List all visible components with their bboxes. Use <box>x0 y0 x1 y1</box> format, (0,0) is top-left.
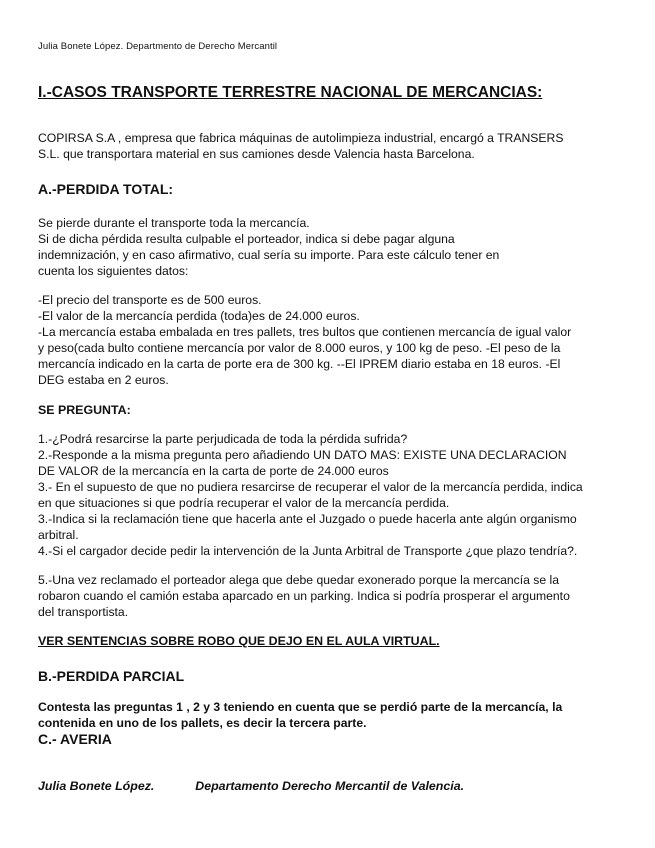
intro-paragraph <box>38 130 563 162</box>
text-line: Contesta las preguntas 1 , 2 y 3 teniendo en cuenta que se perdió parte de la mercancía, la <box>38 700 563 714</box>
question-line: del transportista. <box>38 605 129 619</box>
intro-line: S.L. que transportara material en sus camiones desde Valencia hasta Barcelona. <box>38 147 475 161</box>
section-a-heading: A.-PERDIDA TOTAL: <box>38 181 174 197</box>
intro-line: COPIRSA S.A , empresa que fabrica máquinas de autolimpieza industrial, encargó a TRANSERS <box>38 131 564 145</box>
footer <box>38 778 464 794</box>
virtual-classroom-note: VER SENTENCIAS SOBRE ROBO QUE DEJO EN EL AULA VIRTUAL. <box>38 634 440 648</box>
data-list <box>38 292 571 388</box>
data-line: -El precio del transporte es de 500 euros. <box>38 293 262 307</box>
question-line: DE VALOR de la mercancía en la carta de porte de 24.000 euros <box>38 464 389 478</box>
question-line: robaron cuando el camión estaba aparcado en un parking. Indica si podría prosperar el argumento <box>38 589 570 603</box>
text-line: Se pierde durante el transporte toda la mercancía. <box>38 216 310 230</box>
question-line: 1.-¿Podrá resarcirse la parte perjudicada de toda la pérdida sufrida? <box>38 432 408 446</box>
questions-list <box>38 431 583 559</box>
section-b-text <box>38 699 562 731</box>
data-line: y peso(cada bulto contiene mercancía por valor de 8.000 euros, y 100 kg de peso. -El peso de la <box>38 341 561 355</box>
question-line: 2.-Responde a la misma pregunta pero añadiendo UN DATO MAS: EXISTE UNA DECLARACION <box>38 448 567 462</box>
question-line: 5.-Una vez reclamado el porteador alega que debe quedar exonerado porque la mercancía se la <box>38 573 560 587</box>
text-line: Si de dicha pérdida resulta culpable el porteador, indica si debe pagar alguna <box>38 232 455 246</box>
running-header: Julia Bonete López. Departmento de Derecho Mercantil <box>38 41 278 52</box>
question-line: 4.-Si el cargador decide pedir la intervención de la Junta Arbitral de Transporte ¿que plazo tendría?. <box>38 544 578 558</box>
section-c-heading: C.- AVERIA <box>38 731 112 747</box>
question-line: arbitral. <box>38 528 79 542</box>
data-line: mercancía indicado en la carta de porte era de 300 kg. --El IPREM diario estaba en 18 euros. -El <box>38 357 561 371</box>
data-line: -El valor de la mercancía perdida (toda)es de 24.000 euros. <box>38 309 360 323</box>
data-line: DEG estaba en 2 euros. <box>38 373 169 387</box>
section-a-description <box>38 215 499 279</box>
question-5 <box>38 572 570 620</box>
footer-author: Julia Bonete López. <box>38 779 155 793</box>
text-line: cuenta los siguientes datos: <box>38 264 189 278</box>
question-line: 3.- En el supuesto de que no pudiera resarcirse de recuperar el valor de la mercancía perdida, indica <box>38 480 583 494</box>
page-title: I.-CASOS TRANSPORTE TERRESTRE NACIONAL DE MERCANCIAS: <box>38 84 543 101</box>
data-line: -La mercancía estaba embalada en tres pallets, tres bultos que contienen mercancía de igual valor <box>38 325 572 339</box>
question-line: en que situaciones si que podría recuperar el valor de la mercancía perdida. <box>38 496 450 510</box>
question-line: 3.-Indica si la reclamación tiene que hacerla ante el Juzgado o puede hacerla ante algún organismo <box>38 512 577 526</box>
text-line: contenida en uno de los pallets, es decir la tercera parte. <box>38 716 367 730</box>
text-line: indemnización, y en caso afirmativo, cual sería su importe. Para este cálculo tener en <box>38 248 500 262</box>
footer-department: Departamento Derecho Mercantil de Valencia. <box>195 779 465 793</box>
section-b-heading: B.-PERDIDA PARCIAL <box>38 668 185 684</box>
questions-heading: SE PREGUNTA: <box>38 403 131 417</box>
